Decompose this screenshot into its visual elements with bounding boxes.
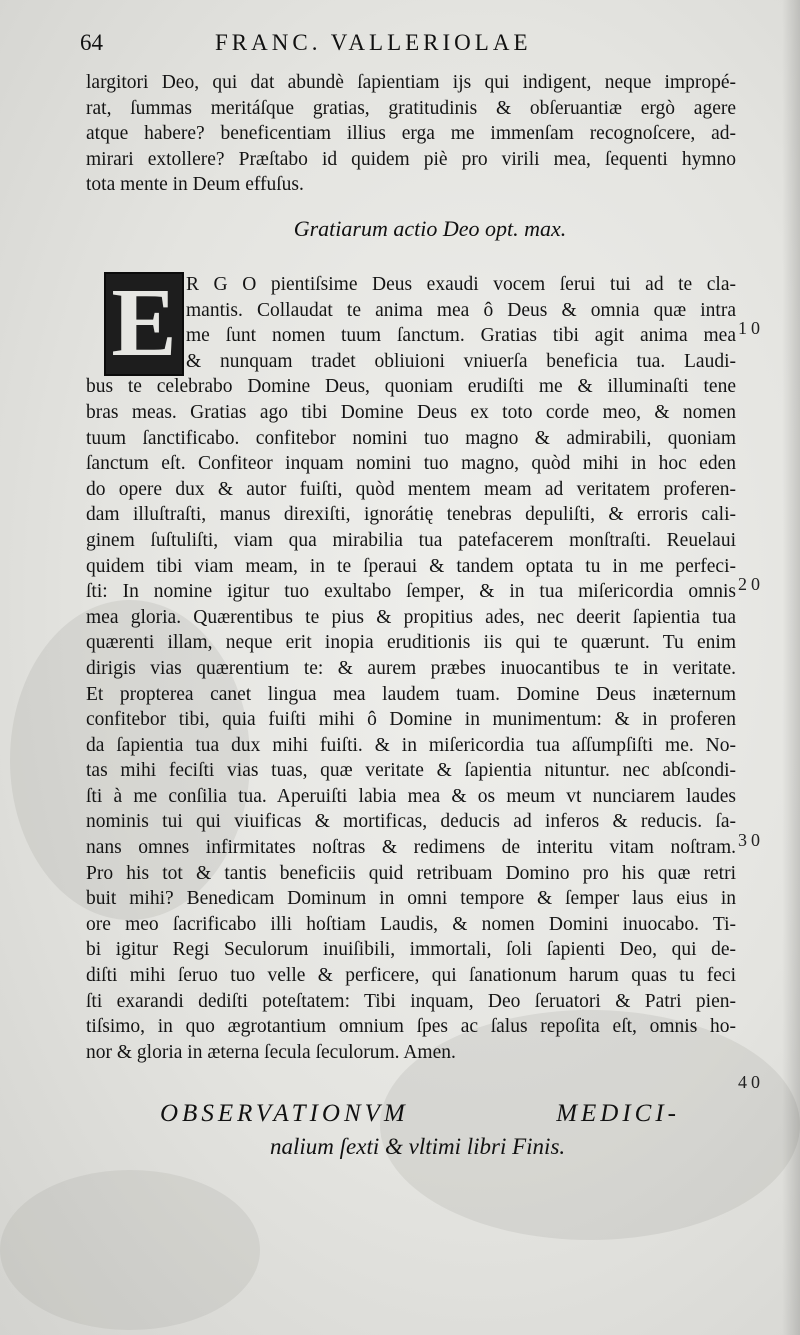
text-line: bus te celebrabo Domine Deus, quoniam erudiſti me & illuminaſti tene [86,376,736,398]
running-head: FRANC. VALLERIOLAE [215,30,532,55]
text-line: rat, ſummas meritáſque gratias, gratitudinis & obſeruantiæ ergò agere [86,97,736,119]
text-line: & nunquam tradet obliuioni vniuerſa beneficia tua. Laudi- [186,350,736,372]
text-line: nominis tui qui viuificas & mortificas, deducis ad inferos & reducis. ſa- [86,811,736,833]
indented-paragraph [186,272,736,374]
text-line: ſti à me conſilia tua. Aperuiſti labia mea & os meum vt nunciarem laudes [86,785,736,807]
text-line: confitebor tibi, quia fuiſti mihi ô Domine in munimentum: & in proferen [86,709,736,731]
page-number: 64 [80,30,103,55]
page-header [80,30,720,62]
water-stain [0,1170,260,1330]
initial-letter: E [111,269,177,377]
text-line: ginem ſuſtuliſti, viam qua mirabilia tua patefacerem monſtraſti. Reuelaui [86,529,736,551]
text-line: largitori Deo, qui dat abundè ſapientiam ijs qui indigent, neque impropé- [86,72,736,93]
text-line: quidem tibi viam meam, in te ſperaui & tandem optata tu in me perfeci- [86,555,736,577]
margin-line-number: 10 [738,318,764,338]
colophon-subtitle: nalium ſexti & vltimi libri Finis. [270,1134,566,1159]
text-line: me ſunt nomen tuum ſanctum. Gratias tibi agit anima mea [186,325,736,347]
text-line: R G O pientiſsime Deus exaudi vocem ſerui tui ad te cla- [186,274,736,295]
page-edge-shadow [782,0,800,1335]
body-paragraph [86,374,736,1065]
text-line: quærenti illam, neque erit inopia eruditionis iis qui te quærunt. Tu enim [86,632,736,654]
text-line: tota mente in Deum effuſus. [86,174,304,196]
text-line: ſti: In nomine igitur tuo exultabo ſemper, & in tua miſericordia omnis [86,581,736,603]
text-line: buit mihi? Benedicam Dominum in omni tempore & ſemper laus eius in [86,888,736,910]
text-line: dirigis vias quærentium te: & aurem præbes inuocantibus te in veritate. [86,657,736,679]
margin-line-number: 30 [738,830,764,850]
colophon-title: OBSERVATIONVM MEDICI- [160,1100,680,1127]
text-line: nans omnes infirmitates noſtras & redimens de interitu vitam noſtram. [86,837,736,859]
text-line: tuum ſanctificabo. confitebor nomini tuo magno & admirabili, quoniam [86,427,736,449]
text-line: mantis. Collaudat te anima mea ô Deus & omnia quæ intra [186,299,736,321]
text-line: Et propterea canet lingua mea laudem tuam. Domine Deus inæternum [86,683,736,705]
text-line: tas mihi feciſti vias tuas, quæ veritate & ſapientia nituntur. nec abſcondi- [86,760,736,782]
section-heading: Gratiarum actio Deo opt. max. [293,216,567,241]
text-line: diſti mihi ſeruo tuo velle & perficere, qui ſanationum harum quas tu feci [86,965,736,987]
text-line: dam illuſtraſti, manus direxiſti, ignorátię tenebras depuliſti, & erroris cali- [86,504,736,526]
decorated-initial [104,269,184,377]
text-line: Pro his tot & tantis beneficiis quid retribuam Domino pro his quæ retri [86,862,736,884]
text-line: da ſapientia tua dux mihi fuiſti. & in miſericordia tua aſſumpſiſti me. No- [86,734,736,756]
text-line: ſanctum eſt. Confiteor inquam nomini tuo magno, quòd mihi in hoc eden [86,453,736,475]
text-line: bras meas. Gratias ago tibi Domine Deus ex toto corde meo, & nomen [86,401,736,423]
text-line: nor & gloria in æterna ſecula ſeculorum. Amen. [86,1041,456,1063]
text-line: ſti exarandi dediſti poteſtatem: Tibi inquam, Deo ſeruatori & Patri pien- [86,990,736,1012]
margin-line-number: 40 [738,1072,764,1092]
text-line: bi igitur Regi Seculorum inuiſibili, immortali, ſoli ſapienti Deo, qui de- [86,939,736,961]
intro-paragraph [86,70,736,198]
text-line: ore meo ſacrificabo illi hoſtiam Laudis, & nomen Domini inuocabo. Ti- [86,913,736,935]
text-line: do opere dux & autor fuiſti, quòd mentem meam ad veritatem proferen- [86,478,736,500]
text-line: atque habere? beneficentiam illius erga me immenſam recognoſcere, ad- [86,123,736,145]
text-line: mea gloria. Quærentibus te pius & propitius ades, nec deerit ſapientia tua [86,606,736,628]
margin-line-number: 20 [738,574,764,594]
text-line: mirari extollere? Præſtabo id quidem piè pro virili mea, ſequenti hymno [86,148,736,170]
text-line: tiſsimo, in quo ægrotantium omnium ſpes ac ſalus repoſita eſt, omnis ho- [86,1016,736,1038]
